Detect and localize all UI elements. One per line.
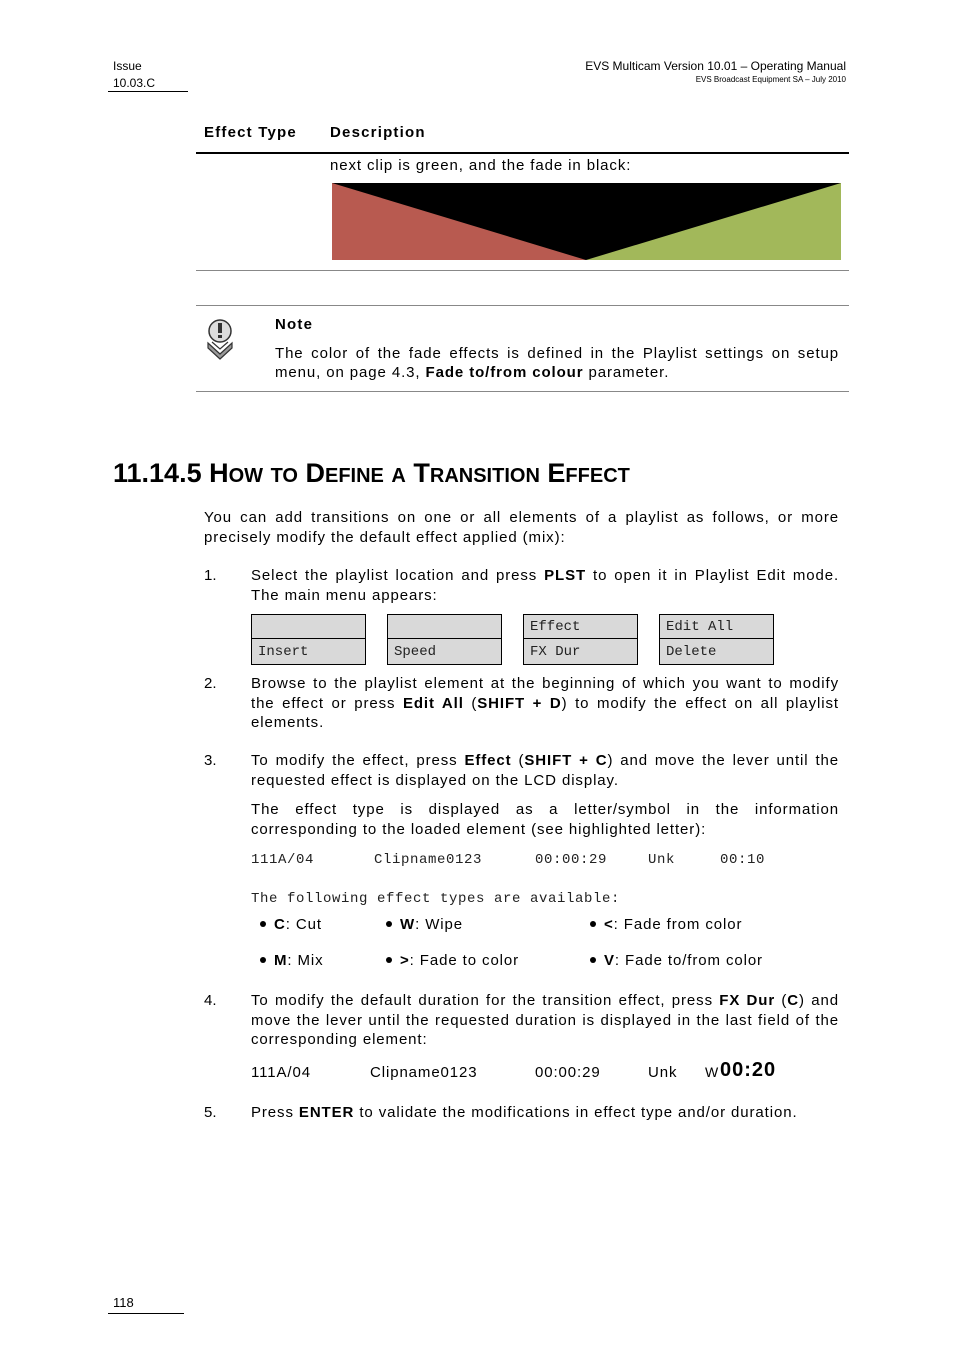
effect-fade-from: <: Fade from color [590,916,742,933]
menu-edit-all: Edit All [660,615,773,639]
effect-cut: C: Cut [260,916,322,933]
issue-label: Issue [113,59,142,73]
menu-fx-dur: FX Dur [530,644,581,660]
step3-paragraph2: The effect type is displayed as a letter/symbol in the information corresponding to the loaded element (see highlighted letter): [251,801,839,838]
menu-box-2 [387,614,502,665]
effect-fade-to-from: V: Fade to/from color [590,952,763,969]
note-bottom-rule [196,391,849,392]
menu-delete: Delete [666,644,717,660]
menu-2-top [388,615,501,639]
lcd-timecode: 00:00:29 [535,852,608,868]
fade-diagram [332,183,841,260]
menu-box-3 [523,614,638,665]
menu-insert: Insert [258,644,309,660]
lcd-clipname: Clipname0123 [374,852,483,868]
table-top-rule [196,152,849,154]
step4-number: 4. [204,992,217,1009]
effect-wipe: W: Wipe [386,916,463,933]
lcd2-unk: Unk [648,1064,678,1081]
lcd-unk: Unk [648,852,676,868]
step3-number: 3. [204,752,217,769]
header-right [585,58,846,86]
col-description: Description [330,124,426,141]
step1-text: Select the playlist location and press PLST to open it in Playlist Edit mode. The main menu appears: [251,567,840,604]
lcd2-timecode: 00:00:29 [535,1064,601,1081]
menu-1-top [252,615,365,639]
step5-number: 5. [204,1104,217,1121]
step5-text: Press ENTER to validate the modifications in effect type and/or duration. [251,1104,798,1121]
effect-fade-to: >: Fade to color [386,952,519,969]
menu-box-4 [659,614,774,665]
menu-effect: Effect [524,615,637,639]
note-exclamation-icon [202,316,238,362]
table-bottom-rule [196,270,849,271]
manual-title: EVS Multicam Version 10.01 – Operating Manual [585,59,846,73]
step3-text: To modify the effect, press Effect (SHIFT + C) and move the lever until the requested effect is displayed on the LCD display. [251,752,840,789]
lcd2-effect-letter: W [705,1064,720,1080]
lcd-id: 111A/04 [251,852,315,868]
step1-number: 1. [204,567,217,584]
company-line: EVS Broadcast Equipment SA – July 2010 [695,75,846,84]
section-heading: 11.14.5 HOW TO DEFINE A TRANSITION EFFECT [113,458,630,488]
note-title: Note [275,316,314,333]
step4-text: To modify the default duration for the transition effect, press FX Dur (C) and move the lever until the requested duration is displayed in the last field of the corresponding element: [251,992,839,1048]
step2-text: Browse to the playlist element at the beginning of which you want to modify the effect or press Edit All (SHIFT + D) to modify the effect on all playlist elements. [251,675,839,731]
header-left-rule [108,91,188,92]
menu-box-1 [251,614,366,665]
page-number: 118 [113,1295,134,1310]
col-effect-type: Effect Type [204,124,297,141]
note-text: The color of the fade effects is defined in the Playlist settings on setup menu, on page 4.3, Fade to/from colour parameter. [275,345,839,381]
description-text: next clip is green, and the fade in black: [330,157,632,174]
lcd-duration: 00:10 [720,852,766,868]
issue-block [113,58,155,92]
step2-number: 2. [204,675,217,692]
available-label: The following effect types are available: [251,891,621,907]
note-top-rule [196,305,849,306]
intro-paragraph: You can add transitions on one or all elements of a playlist as follows, or more precisely modify the default effect applied (mix): [204,509,839,546]
menu-speed: Speed [394,644,437,660]
footer-rule [108,1313,184,1314]
lcd2-id: 111A/04 [251,1064,311,1081]
lcd2-clipname: Clipname0123 [370,1064,478,1081]
issue-number: 10.03.C [113,76,156,90]
effect-mix: M: Mix [260,952,324,969]
lcd2-duration: 00:20 [720,1059,777,1081]
